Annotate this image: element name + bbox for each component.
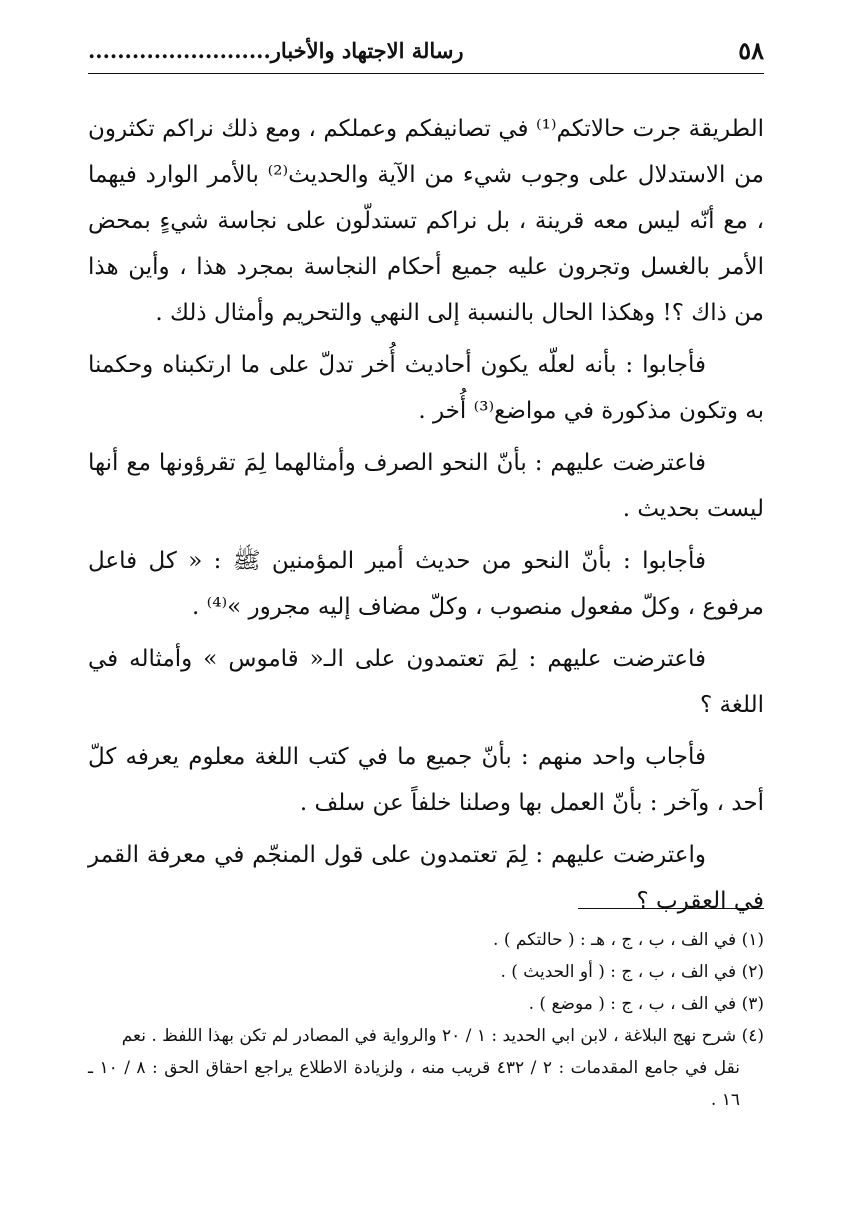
paragraph: فاعترضت عليهم : لِمَ تعتمدون على الـ« قاموس » وأمثاله في اللغة ؟ [88, 646, 764, 718]
footnote: (٤) شرح نهج البلاغة ، لابن ابي الحديد : ١ / ٢٠ والرواية في المصادر لم تكن بهذا اللفظ . نعم [121, 1026, 764, 1046]
footnote: (٣) في الف ، ب ، ج : ( موضع ) . [528, 994, 764, 1014]
paragraph: فأجاب واحد منهم : بأنّ جميع ما في كتب اللغة معلوم يعرفه كلّ أحد ، وآخر : بأنّ العمل بها وصلنا خلفاً عن سلف . [88, 744, 764, 816]
footnote: (٢) في الف ، ب ، ج : ( أو الحديث ) . [500, 962, 764, 982]
footnote-divider [578, 908, 764, 909]
paragraph: واعترضت عليهم : لِمَ تعتمدون على قول المنجّم في معرفة القمر في العقرب ؟ [88, 842, 764, 914]
body-text [88, 106, 764, 930]
paragraph: فاعترضت عليهم : بأنّ النحو الصرف وأمثالهما لِمَ تقرؤونها مع أنها ليست بحديث . [88, 450, 764, 522]
paragraph: الطريقة جرت حالاتكم⁽¹⁾ في تصانيفكم وعملكم ، ومع ذلك نراكم تكثرون من الاستدلال على وجوب شيء من الآية والحديث⁽²⁾ بالأمر الوارد فيهما ، مع أنّه ليس معه قرينة ، بل نراكم تستدلّون على نجاسة شيءٍ بمحض الأمر بالغسل وتجرون عليه جميع أحكام النجاسة بمجرد هذا ، وأين هذا من ذاك ؟! وهكذا الحال بالنسبة إلى النهي والتحريم وأمثال ذلك . [88, 116, 764, 326]
page-header [88, 34, 764, 74]
paragraph: فأجابوا : بأنّ النحو من حديث أمير المؤمنين ﷺ : « كل فاعل مرفوع ، وكلّ مفعول منصوب ، وكلّ مضاف إليه مجرور »⁽⁴⁾ . [88, 548, 764, 620]
paragraph: فأجابوا : بأنه لعلّه يكون أحاديث أُخر تدلّ على ما ارتكبناه وحكمنا به وتكون مذكورة في مواضع⁽³⁾ أُخر . [88, 352, 764, 424]
footnotes [88, 924, 764, 1116]
page-number: ٥٨ [738, 36, 764, 65]
footnote: (١) في الف ، ب ، ج ، هـ : ( حالتكم ) . [493, 930, 764, 950]
footnote-continuation: نقل في جامع المقدمات : ٢ / ٤٣٢ قريب منه ، ولزيادة الاطلاع يراجع احقاق الحق : ٨ / ١٠ ـ ١٦ . [88, 1058, 740, 1110]
running-title: رسالة الاجتهاد والأخبار......................... [88, 38, 464, 63]
